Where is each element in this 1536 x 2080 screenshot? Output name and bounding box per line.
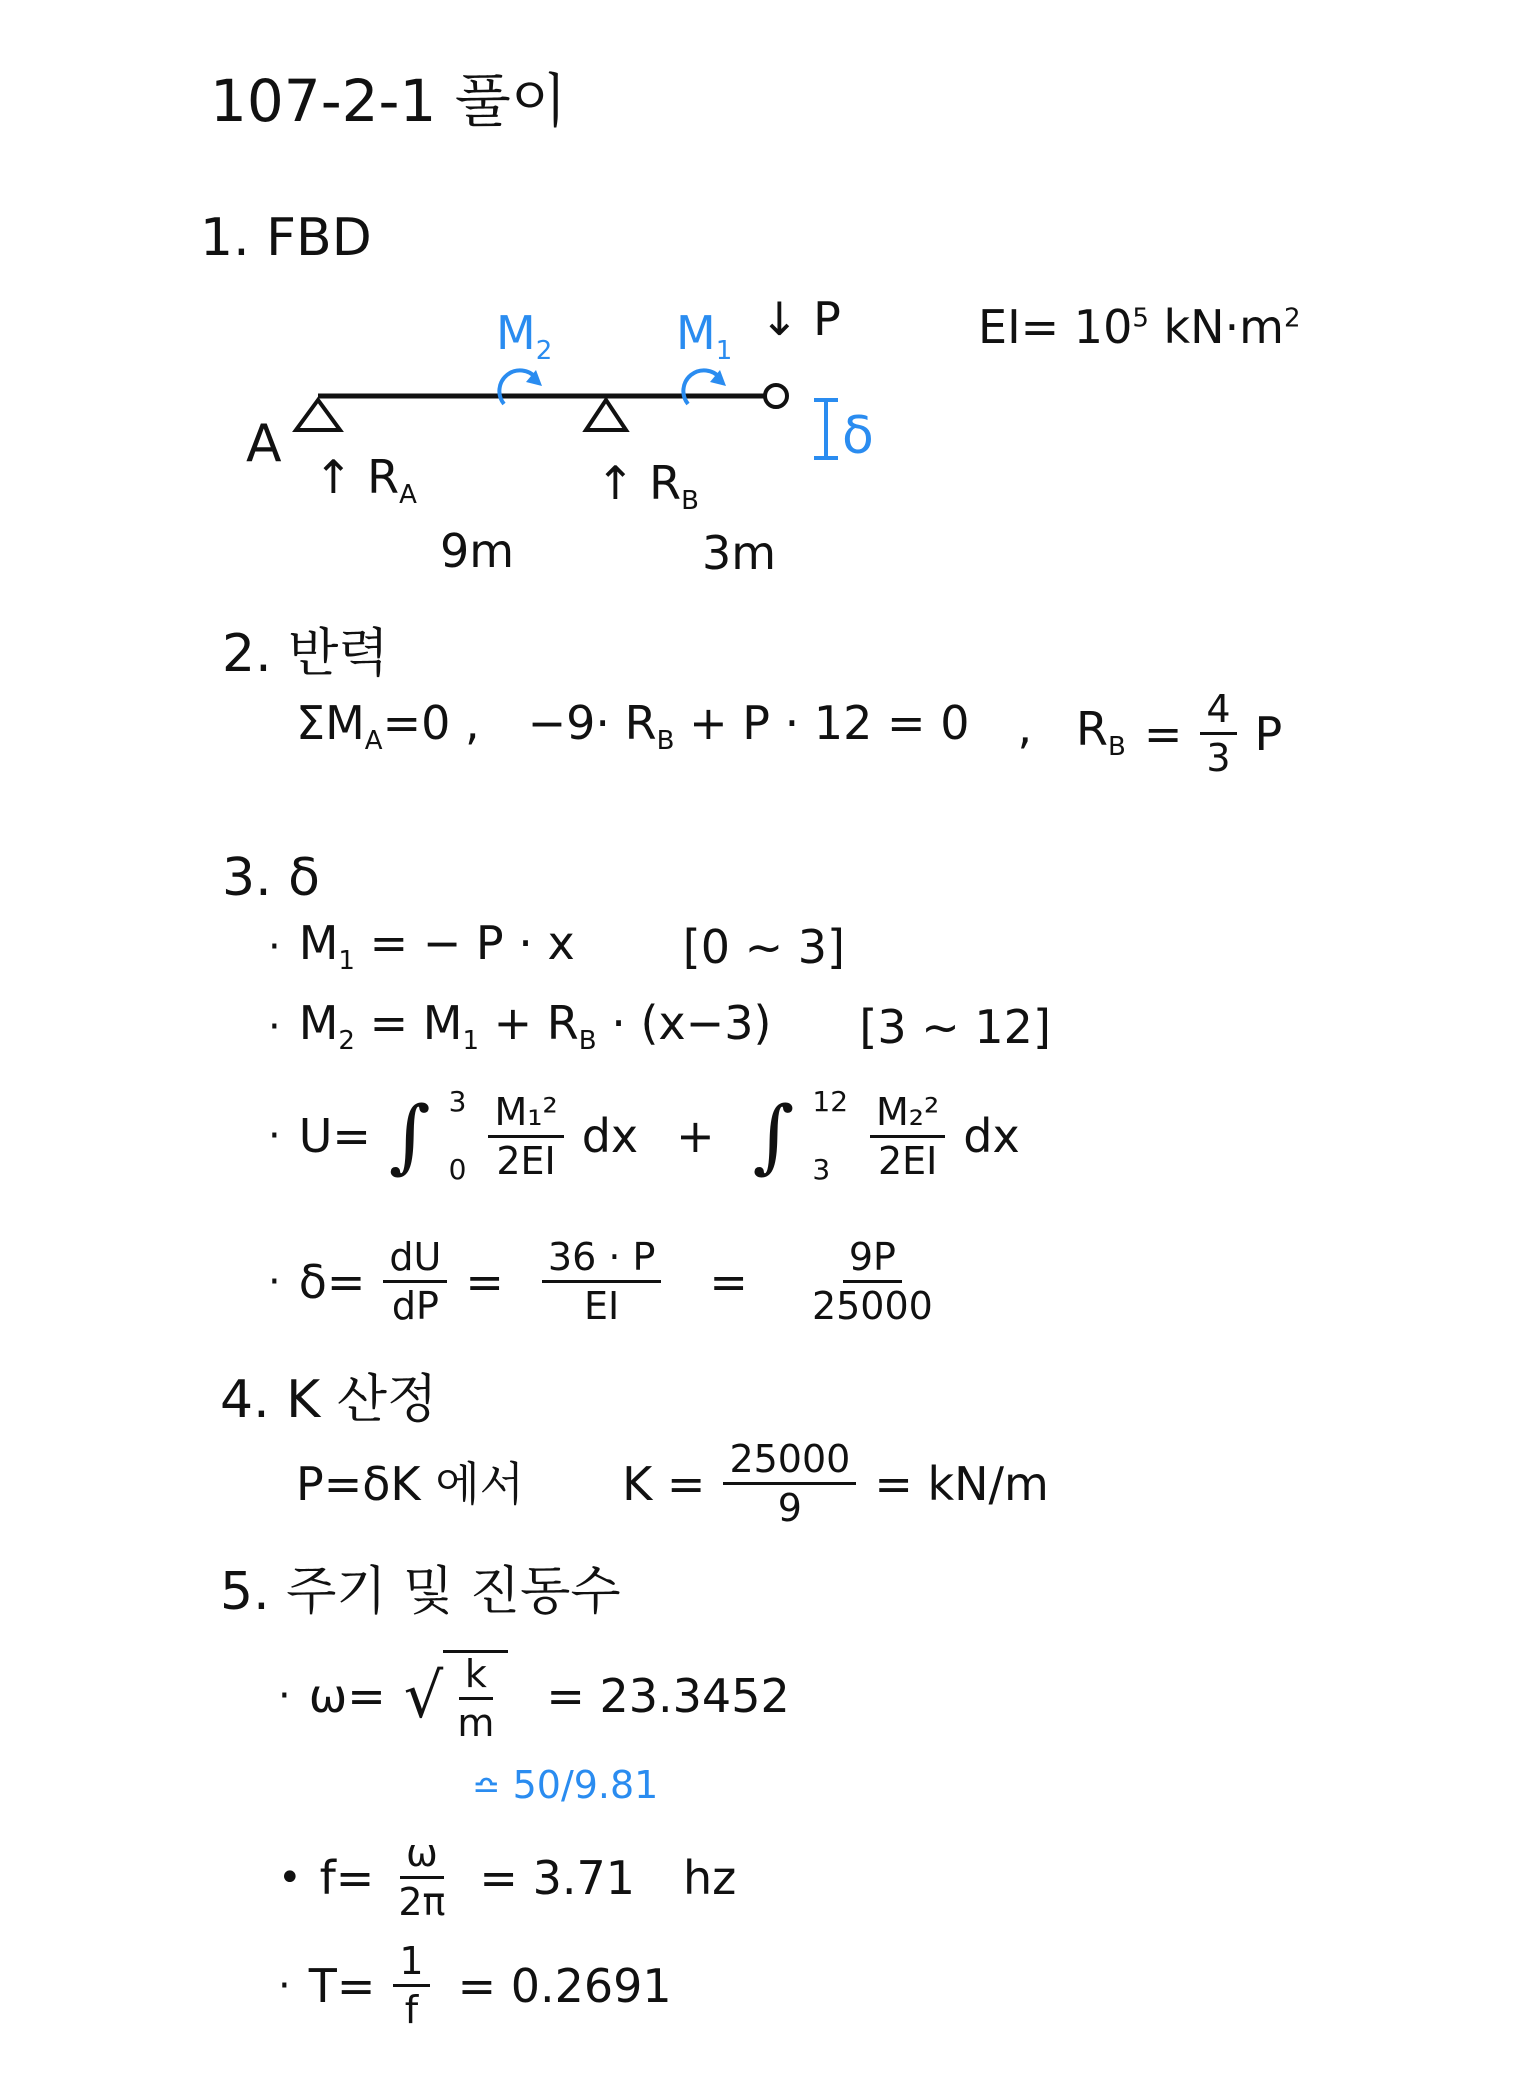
section-2-heading: 2. 반력: [222, 624, 389, 684]
reaction-result: $R_B$ = $\frac{4}{3}$ P: [1076, 687, 1283, 780]
reaction-b: ↑ $R_B$: [596, 456, 699, 517]
free-end-hinge: [765, 385, 787, 407]
span-9m: 9m: [440, 524, 515, 578]
section-3-heading: 3. δ: [222, 848, 320, 908]
strain-energy-eq: · U= ∫ 3 0 $\frac{\text{M₁²}}{2EI}$ dx + ∫ 12 3 $\frac{\text{M₂²}}{2EI}$ dx: [268, 1085, 1020, 1186]
period-eq: · T= $\frac{1}{f}$ = 0.2691: [278, 1939, 672, 2032]
reaction-a: ↑ $R_A$: [314, 450, 417, 511]
k-eq: P=δK 에서 K = $\frac{25000}{9}$ = kN/m: [296, 1437, 1049, 1530]
equilibrium-equation: $\Sigma M_A=0$ , $-9\cdot R_B + P \cdot 12 = 0$ ,: [296, 696, 1033, 757]
label-a: A: [246, 414, 282, 474]
moment-m1-label: $M_1$: [676, 306, 733, 367]
deflection-delta: δ: [842, 406, 874, 466]
moment-m2-eq: · $M_2 = M_1 + R_B \cdot (x-3)$ [3 ~ 12]: [268, 996, 1051, 1057]
section-5-heading: 5. 주기 및 진동수: [220, 1562, 621, 1622]
page-title: 107-2-1 풀이: [210, 67, 567, 135]
section-1-heading: 1. FBD: [200, 208, 372, 268]
load-p: ↓ P: [760, 292, 841, 346]
deflection-eq: · δ= $\frac{dU}{dP}$ = $\frac{36 \cdot P}{EI}$ = $\frac{9P}{25000}$: [268, 1235, 933, 1328]
moment-m1-arc: [683, 370, 720, 404]
section-4-heading: 4. K 산정: [220, 1370, 438, 1430]
moment-m1-arrowhead: [710, 370, 726, 386]
moment-m2-arrowhead: [526, 370, 542, 386]
mass-note: ≏ 50/9.81: [472, 1763, 659, 1807]
moment-m1-eq: · $M_1$ = − P · x [0 ~ 3]: [268, 916, 845, 977]
moment-m2-label: $M_2$: [496, 306, 553, 367]
support-a: [296, 400, 340, 430]
span-3m: 3m: [702, 526, 777, 580]
omega-eq: · ω= √ $\frac{k}{m}$ = 23.3452: [278, 1652, 790, 1745]
frequency-eq: • f= $\frac{\omega}{2\pi}$ = 3.71 hz: [278, 1831, 737, 1924]
stiffness-ei: $EI= 10^5$ $kN\cdot m^2$: [978, 300, 1301, 354]
moment-m2-arc: [499, 370, 536, 404]
support-b: [586, 400, 626, 430]
